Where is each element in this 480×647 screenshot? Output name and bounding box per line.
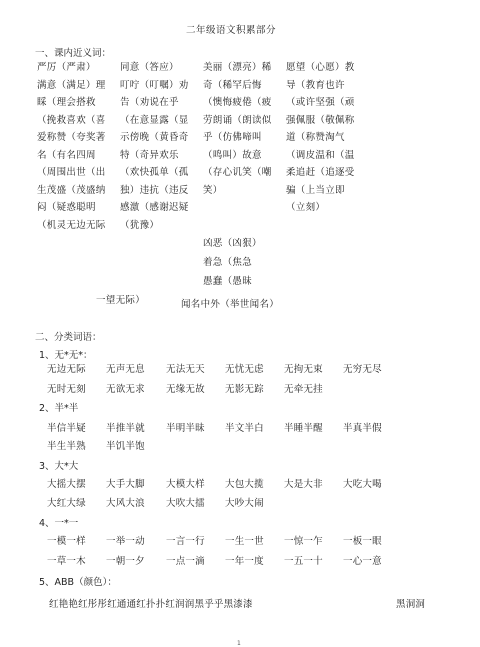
- synonym-extra: 闻名中外（举世闻名）: [181, 299, 280, 310]
- synonym-line: 名（有名四周: [37, 149, 96, 161]
- synonym-line: 叮咛（叮嘱）劝: [120, 79, 189, 91]
- group-label: 3、大*大: [39, 461, 79, 472]
- word: 一点一滴: [166, 556, 205, 567]
- word: 无影无踪: [225, 384, 264, 395]
- page-number: 1: [237, 640, 241, 647]
- synonym-line: 美丽（漂亮）稀: [203, 62, 272, 73]
- word: 大吹大擂: [166, 498, 205, 509]
- word: 一朝一夕: [106, 556, 145, 567]
- word: 大包大揽: [225, 479, 264, 490]
- word: 无缘无故: [166, 384, 205, 395]
- synonym-column-2: [120, 59, 189, 234]
- word: 大红大绿: [47, 498, 86, 509]
- synonym-line: 同意（答应）: [120, 62, 179, 73]
- word: 一板一眼: [343, 536, 382, 547]
- group-label: 2、半*半: [39, 403, 79, 414]
- synonym-line: （挽救喜欢（喜: [37, 114, 106, 126]
- synonym-line: 奇（稀罕后悔: [203, 79, 262, 91]
- word: 大是大非: [284, 479, 323, 490]
- synonym-line: 满意（满足）理: [37, 79, 106, 91]
- synonym-line: 强佩服（敬佩称: [286, 114, 355, 126]
- word: 无忧无虑: [225, 364, 264, 375]
- word: 半睡半醒: [284, 423, 323, 434]
- word: 半真半假: [343, 423, 382, 434]
- synonym-extra: 着急（焦急: [203, 257, 253, 268]
- synonym-line: 骗（上当立即: [286, 184, 345, 196]
- word: 无欲无求: [106, 384, 145, 395]
- synonym-line: （懊悔疲倦（疲: [203, 97, 272, 108]
- word: 半饥半饱: [106, 441, 145, 452]
- word: 无边无际: [47, 364, 86, 375]
- synonym-column-3: [203, 59, 272, 199]
- word: 大手大脚: [106, 479, 145, 490]
- synonym-line: 笑）: [203, 184, 223, 196]
- word: 半文半白: [225, 423, 264, 434]
- synonym-line: 睬（理会搭救: [37, 97, 96, 108]
- section1-heading: 一、课内近义词：: [35, 48, 112, 59]
- word: 无声无息: [106, 364, 145, 375]
- synonym-line: （调皮温和（温: [286, 149, 355, 161]
- synonym-line: 示傍晚（黄昏奇: [120, 132, 189, 143]
- word: 一草一木: [47, 556, 86, 567]
- word: 大吃大喝: [343, 479, 382, 490]
- synonym-line: （鸣叫）故意: [203, 149, 262, 161]
- synonym-line: 感激（感谢迟疑: [120, 202, 189, 213]
- group-label: 1、无*无*：: [39, 350, 93, 361]
- word: 一模一样: [47, 536, 86, 547]
- word: 一五一十: [284, 556, 323, 567]
- word: 半信半疑: [47, 423, 86, 434]
- word: 半生半熟: [47, 441, 86, 452]
- word: 无穷无尽: [343, 364, 382, 375]
- synonym-extra: 愚蠢（愚昧: [203, 276, 253, 287]
- synonym-column-4: [286, 59, 355, 217]
- word: 大吵大闹: [225, 498, 264, 509]
- synonym-line: （存心讥笑（嘲: [203, 167, 272, 178]
- word: 无拘无束: [284, 364, 323, 375]
- word: 无时无刻: [47, 384, 86, 395]
- word: 大摇大摆: [47, 479, 86, 490]
- word: 一生一世: [225, 536, 264, 547]
- synonym-extra: 凶恶（凶狠）: [203, 238, 262, 249]
- synonym-line: （在意显露（显: [120, 114, 189, 126]
- synonym-line: 愿望（心愿）教: [286, 62, 355, 73]
- synonym-line: 柔追赶（追逐受: [286, 167, 355, 178]
- synonym-line: 劳朗诵（朗读似: [203, 114, 272, 126]
- word: 红艳艳红彤彤红通通红扑扑红润润黑乎乎黑漆漆: [49, 599, 253, 610]
- synonym-line: 乎（仿佛啼叫: [203, 132, 262, 143]
- word: 一年一度: [225, 556, 264, 567]
- synonym-line: 独）违抗（违反: [120, 184, 189, 196]
- word: 一举一动: [106, 536, 145, 547]
- synonym-line: 爱称赞（夸奖著: [37, 132, 106, 143]
- word: 一心一意: [343, 556, 382, 567]
- synonym-line: （或许坚强（顽: [286, 97, 355, 108]
- group-label: 5、ABB（颜色）：: [39, 577, 117, 588]
- section2-heading: 二、分类词语：: [35, 332, 102, 343]
- synonym-line: 严厉（严肃）: [37, 62, 96, 73]
- synonym-line: （立刻）: [286, 202, 326, 213]
- synonym-line: 特（奇异欢乐: [120, 149, 179, 161]
- synonym-line: （周围出世（出: [37, 167, 106, 178]
- page-title: 二年级语文积累部分: [186, 25, 277, 36]
- word: 大模大样: [166, 479, 205, 490]
- synonym-line: （犹豫）: [120, 219, 160, 231]
- word: 无牵无挂: [284, 384, 323, 395]
- synonym-line: （机灵无边无际: [37, 219, 106, 231]
- synonym-line: 道（称赞淘气: [286, 132, 345, 143]
- word: 无法无天: [166, 364, 205, 375]
- synonym-extra: 一望无际）: [96, 295, 146, 306]
- word: 半明半昧: [166, 423, 205, 434]
- word: 大风大浪: [106, 498, 145, 509]
- group-label: 4、一*一: [39, 518, 79, 529]
- synonym-line: （欢快孤单（孤: [120, 167, 189, 178]
- synonym-line: 导（教育也许: [286, 79, 345, 91]
- word: 黑洞洞: [396, 599, 426, 610]
- synonym-line: 生茂盛（茂盛纳: [37, 184, 106, 196]
- word: 半推半就: [106, 423, 145, 434]
- synonym-line: 闷（疑惑聪明: [37, 202, 96, 213]
- synonym-line: 告（劝说在乎: [120, 97, 179, 108]
- synonym-column-1: [37, 59, 106, 234]
- word: 一言一行: [166, 536, 205, 547]
- word: 一惊一乍: [284, 536, 323, 547]
